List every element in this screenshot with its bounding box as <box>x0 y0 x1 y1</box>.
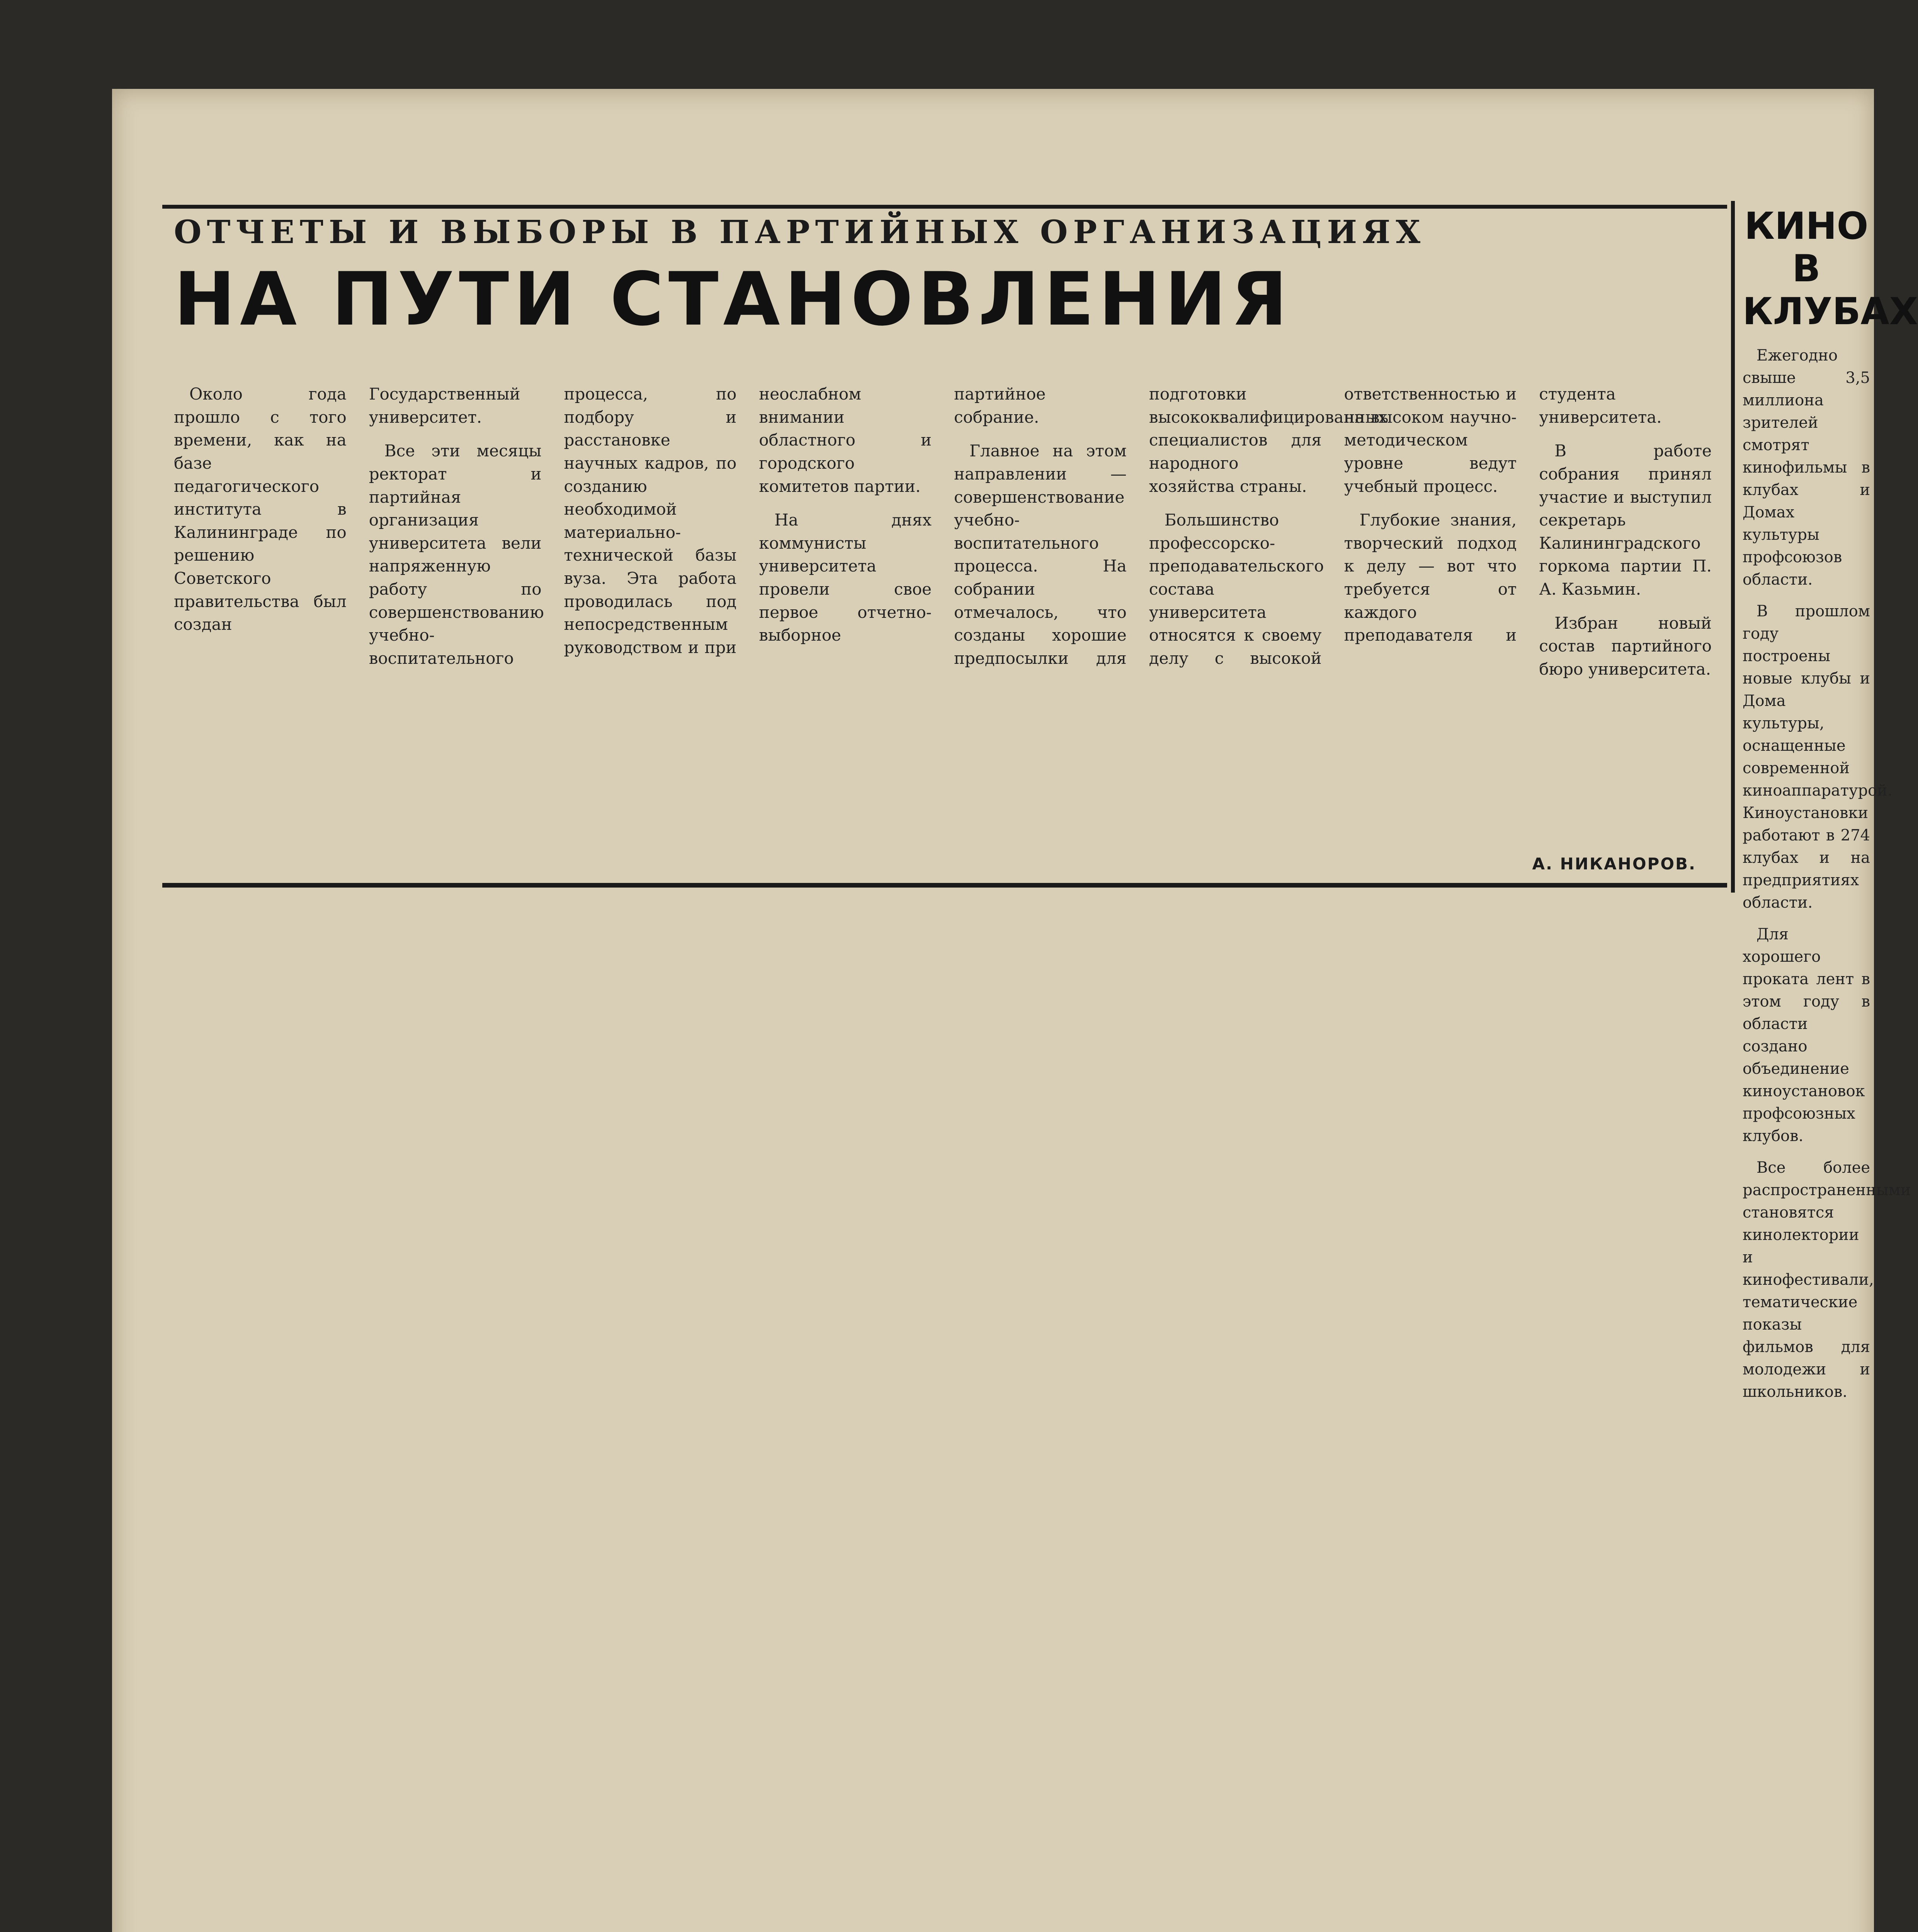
sidebar-title: КИНО В КЛУБАХ <box>1743 204 1918 333</box>
lead-article-body <box>174 383 1712 846</box>
section-rule <box>162 883 1727 888</box>
lead-byline: А. НИКАНОРОВ. <box>1532 854 1696 873</box>
sidebar-body <box>1743 344 1911 1403</box>
article-paragraph: Все эти месяцы ректорат и партийная организация университета вели напряженную работу по совершенствованию учебно-воспитательного процесса, по подбору и расстановке научных кадров, по созданию необходимой материально-технической базы вуза. Эта работа проводилась под непосредственным руководством и при неослабном внимании областного и городского комитетов партии. <box>369 384 932 668</box>
article-paragraph: Около года прошло с того времени, как на базе педагогического института в Калининграде по решению Советского правительства был создан Государственный университет. <box>174 384 520 634</box>
article-paragraph: На днях коммунисты университета провели свое первое отчетно-выборное партийное собрание. <box>759 384 1046 645</box>
sidebar-paragraph: Ежегодно свыше 3,5 миллиона зрителей смотрят кинофильмы в клубах и Домах культуры профсоюзов области. <box>1743 347 1870 589</box>
article-paragraph: Большинство профессорско-преподавательского состава университета относятся к своему делу с высокой ответственностью и на высоком научно-методическом уровне ведут учебный процесс. <box>1149 384 1517 668</box>
sidebar-paragraph: Все более распространенными становятся кинолектории и кинофестивали, тематические показы фильмов для молодежи и школьников. <box>1743 1159 1911 1401</box>
top-rule <box>162 205 1727 209</box>
newspaper-page <box>112 89 1918 1932</box>
sidebar-divider <box>1731 201 1735 893</box>
article-paragraph: В работе собрания принял участие и выступил секретарь Калининградского горкома партии П. А. Казьмин. <box>1539 441 1712 599</box>
sidebar-paragraph: Для хорошего проката лент в этом году в области создано объединение киноустановок профсоюзных клубов. <box>1743 925 1870 1145</box>
section-kicker: ОТЧЕТЫ И ВЫБОРЫ В ПАРТИЙНЫХ ОРГАНИЗАЦИЯХ <box>174 214 1426 251</box>
article-paragraph: Главное на этом направлении — совершенствование учебно-воспитательного процесса. На собрании отмечалось, что созданы хорошие предпосылки для подготовки высококвалифицированных специалистов для народного хозяйства страны. <box>954 384 1387 668</box>
article-paragraph: Избран новый состав партийного бюро университета. <box>1539 613 1712 679</box>
article-paragraph: Глубокие знания, творческий подход к делу — вот что требуется от каждого преподавателя и студента университета. <box>1344 384 1662 645</box>
lead-headline: НА ПУТИ СТАНОВЛЕНИЯ <box>174 257 1292 342</box>
sidebar-paragraph: В прошлом году построены новые клубы и Дома культуры, оснащенные современной киноаппаратурой. Киноустановки работают в 274 клубах и на предприятиях области. <box>1743 602 1892 912</box>
sidebar-kino <box>1743 204 1918 1412</box>
